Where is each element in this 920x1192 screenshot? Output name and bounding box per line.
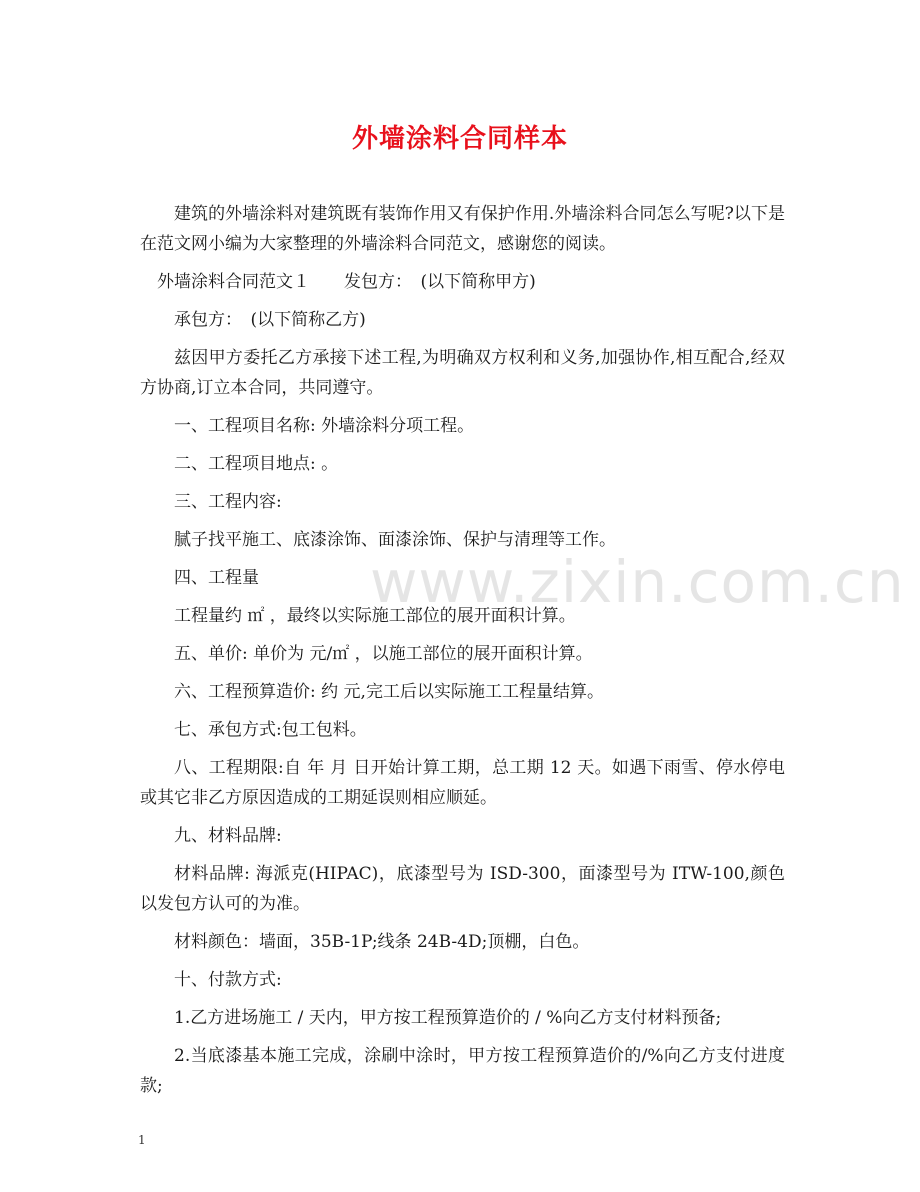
watermark: www.zixin.com.cn bbox=[370, 548, 905, 616]
paragraph-payment-heading: 十、付款方式: bbox=[174, 970, 282, 990]
paragraph-intro: 建筑的外墙涂料对建筑既有装饰作用又有保护作用.外墙涂料合同怎么写呢?以下是在范文网小编为大家整理的外墙涂料合同范文，感谢您的阅读。 bbox=[140, 204, 785, 254]
paragraph-payment-1: 1.乙方进场施工 / 天内，甲方按工程预算造价的 / %向乙方支付材料预备; bbox=[174, 1008, 722, 1028]
paragraph-quantity: 工程量约 ㎡ ，最终以实际施工部位的展开面积计算。 bbox=[174, 606, 576, 626]
paragraph-preamble: 兹因甲方委托乙方承接下述工程,为明确双方权利和义务,加强协作,相互配合,经双方协商,订立本合同，共同遵守。 bbox=[140, 348, 785, 398]
paragraph-payment-2: 2.当底漆基本施工完成，涂刷中涂时，甲方按工程预算造价的/%向乙方支付进度款; bbox=[140, 1046, 785, 1096]
paragraph-project-content: 腻子找平施工、底漆涂饰、面漆涂饰、保护与清理等工作。 bbox=[174, 530, 616, 550]
paragraph-contract-heading: 外墙涂料合同范文１ 发包方： (以下简称甲方) bbox=[157, 272, 536, 292]
paragraph-project-content-heading: 三、工程内容: bbox=[174, 492, 282, 512]
paragraph-brand-heading: 九、材料品牌: bbox=[174, 826, 282, 846]
paragraph-project-location: 二、工程项目地点: 。 bbox=[174, 454, 339, 474]
paragraph-budget: 六、工程预算造价: 约 元,完工后以实际施工工程量结算。 bbox=[174, 682, 604, 702]
paragraph-contractor: 承包方： (以下简称乙方) bbox=[174, 310, 366, 330]
paragraph-brand: 材料品牌: 海派克(HIPAC)，底漆型号为 ISD-300，面漆型号为 ITW-100,颜色以发包方认可的为准。 bbox=[140, 864, 785, 914]
page-number: 1 bbox=[138, 1133, 146, 1147]
paragraph-quantity-heading: 四、工程量 bbox=[174, 568, 259, 588]
paragraph-colors: 材料颜色：墙面，35B-1P;线条 24B-4D;顶棚，白色。 bbox=[174, 932, 590, 952]
paragraph-project-name: 一、工程项目名称: 外墙涂料分项工程。 bbox=[174, 416, 475, 436]
paragraph-unit-price: 五、单价: 单价为 元/㎡ ，以施工部位的展开面积计算。 bbox=[174, 644, 593, 664]
document-body bbox=[140, 199, 785, 1109]
paragraph-schedule: 八、工程期限:自 年 月 日开始计算工期，总工期 12 天。如遇下雨雪、停水停电或其它非乙方原因造成的工期延误则相应顺延。 bbox=[140, 758, 785, 808]
document-title: 外墙涂料合同样本 bbox=[351, 124, 568, 154]
paragraph-contract-method: 七、承包方式:包工包料。 bbox=[174, 720, 367, 740]
